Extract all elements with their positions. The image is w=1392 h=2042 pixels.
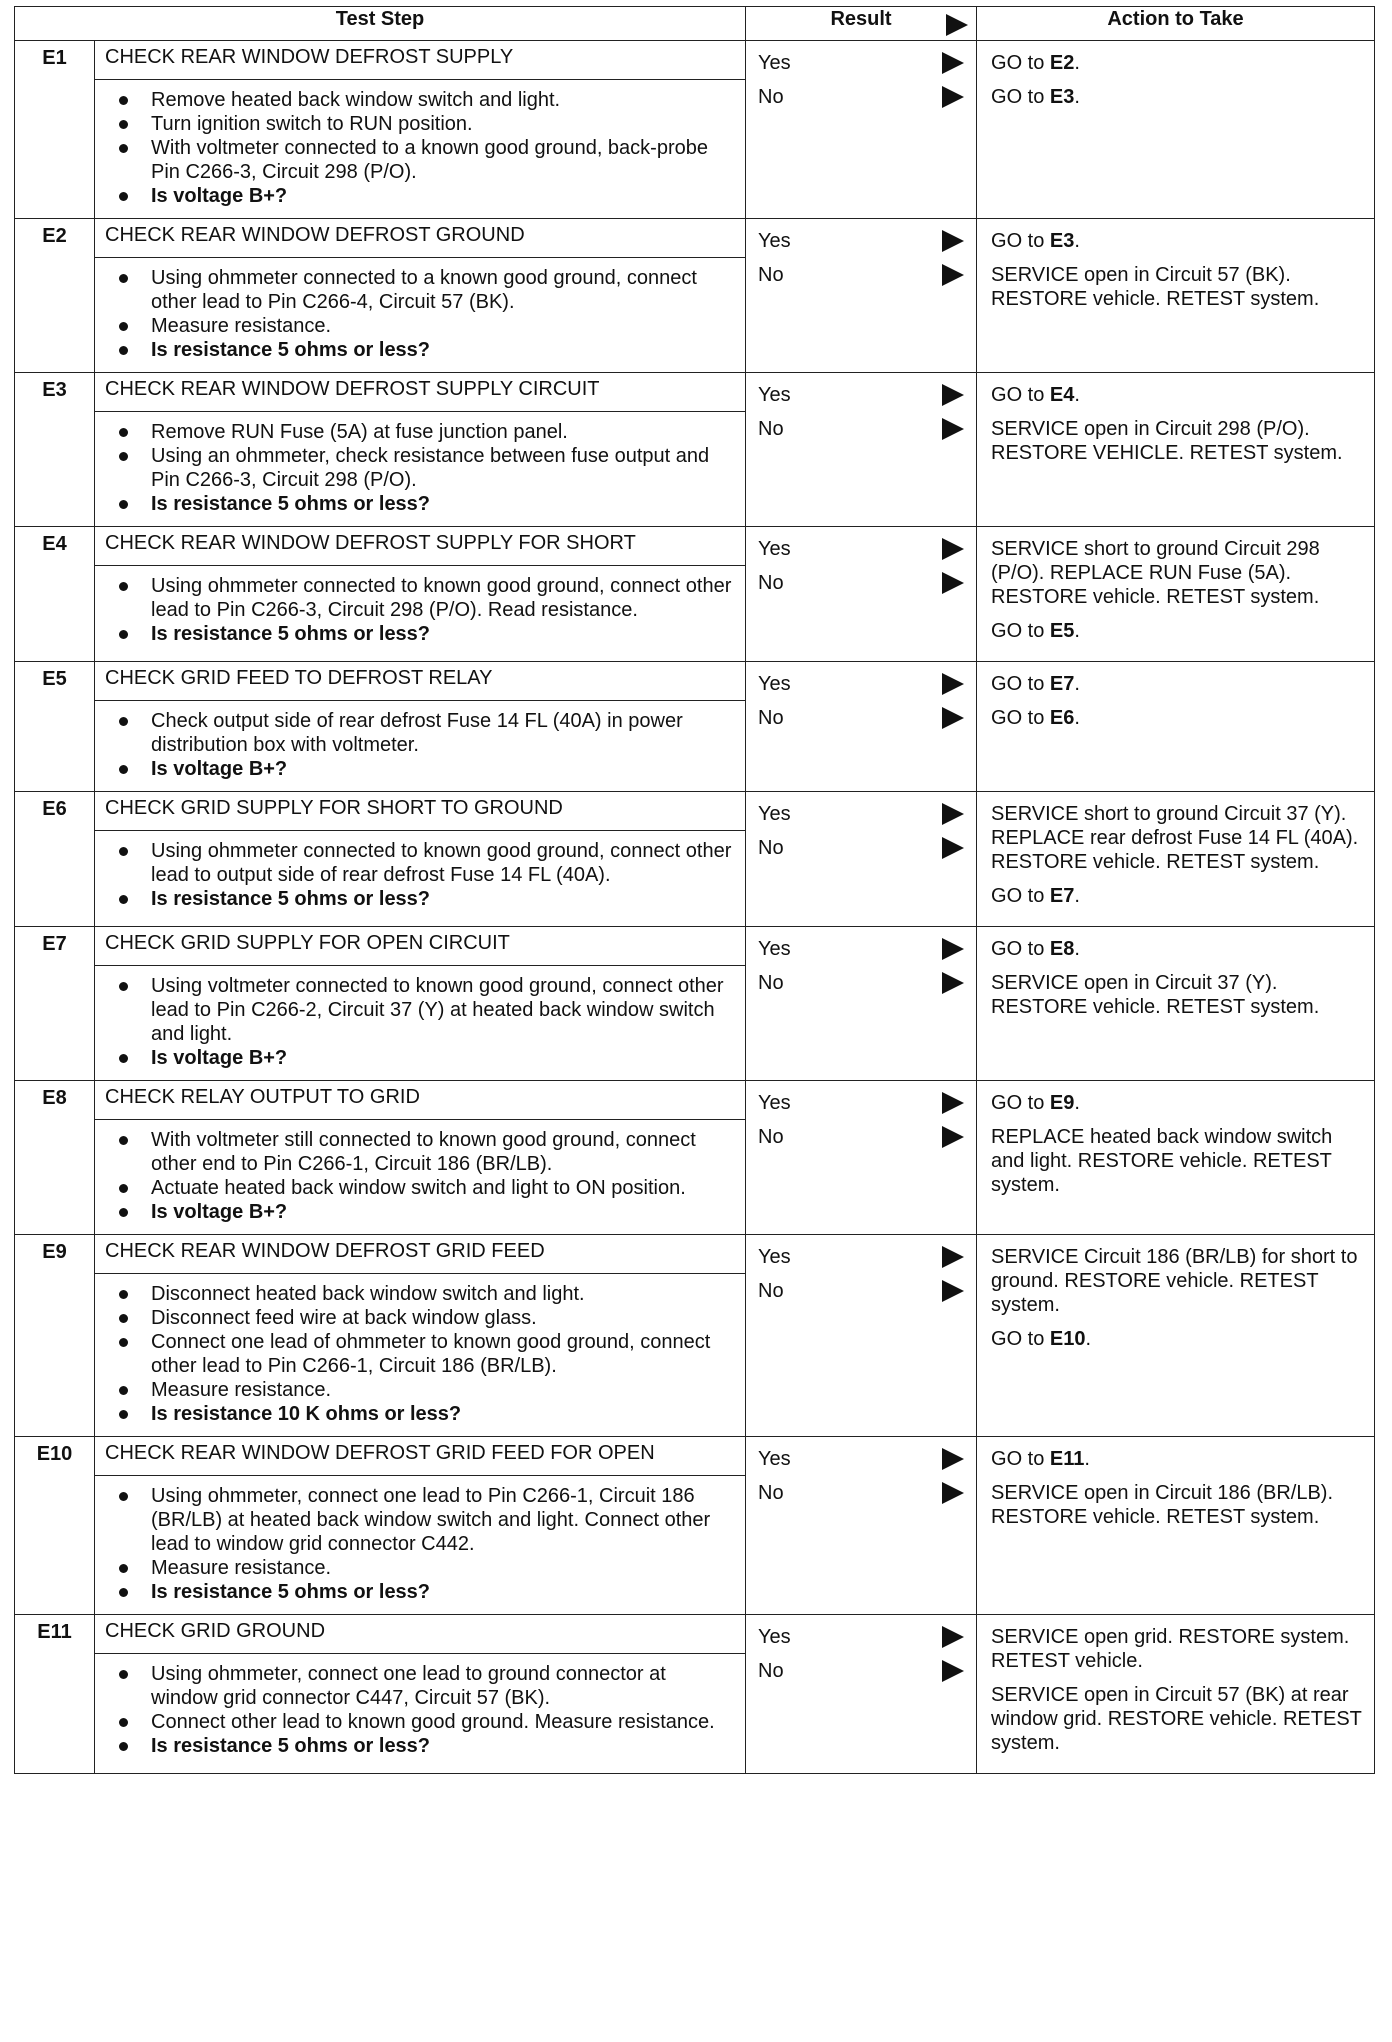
instruction-list <box>105 1128 735 1224</box>
action-description: REPLACE heated back window switch and light. RESTORE vehicle. RETEST system. <box>991 1126 1333 1196</box>
action-tail: . <box>1074 885 1080 907</box>
action-text <box>991 1447 1364 1471</box>
step-title-cell <box>95 662 746 701</box>
action-tail: . <box>1085 1328 1092 1350</box>
steps-body <box>15 41 1375 1774</box>
action-cell <box>977 662 1375 792</box>
result-list <box>746 1615 976 1701</box>
action-description: SERVICE open in Circuit 186 (BR/LB). RESTORE vehicle. RETEST system. <box>991 1482 1334 1528</box>
action-text <box>991 537 1364 609</box>
instruction-list <box>105 839 735 911</box>
arrow-right-icon <box>942 673 964 695</box>
header-test-step: Test Step <box>15 7 746 41</box>
action-description: GO to <box>991 1328 1050 1350</box>
action-text <box>991 1481 1364 1529</box>
arrow-right-icon <box>942 972 964 994</box>
arrow-right-icon <box>942 418 964 440</box>
arrow-right-icon <box>942 837 964 859</box>
instruction-item: Measure resistance. <box>105 314 735 338</box>
result-label: No <box>758 86 784 108</box>
action-description: SERVICE short to ground Circuit 37 (Y). REPLACE rear defrost Fuse 14 FL (40A). RESTORE vehicle. RETEST system. <box>991 803 1359 873</box>
step-title: CHECK REAR WINDOW DEFROST SUPPLY FOR SHORT <box>105 532 636 554</box>
step-title: CHECK REAR WINDOW DEFROST GROUND <box>105 224 525 246</box>
step-title-cell <box>95 1615 746 1654</box>
goto-step-link: E4 <box>1049 384 1075 406</box>
action-text <box>991 971 1364 1019</box>
instruction-item: With voltmeter still connected to known good ground, connect other end to Pin C266-1, Circuit 186 (BR/LB). <box>105 1128 735 1176</box>
arrow-right-icon <box>942 938 964 960</box>
instruction-item: Connect one lead of ohmmeter to known good ground, connect other lead to Pin C266-1, Circuit 186 (BR/LB). <box>105 1330 735 1378</box>
action-cell <box>977 1081 1375 1235</box>
step-title-cell <box>95 1081 746 1120</box>
step-question: Is voltage B+? <box>105 757 735 781</box>
step-body <box>95 258 746 373</box>
result-label: No <box>758 972 784 994</box>
instruction-item: Using an ohmmeter, check resistance between fuse output and Pin C266-3, Circuit 298 (P/O). <box>105 444 735 492</box>
step-question: Is resistance 5 ohms or less? <box>105 1580 735 1604</box>
result-row <box>756 263 966 287</box>
action-tail: . <box>1074 938 1080 960</box>
step-title-row <box>15 1437 1375 1476</box>
step-id: E8 <box>15 1081 95 1235</box>
step-body <box>95 80 746 219</box>
action-list <box>977 219 1374 329</box>
action-cell <box>977 41 1375 219</box>
action-text <box>991 619 1364 643</box>
action-description: SERVICE short to ground Circuit 298 (P/O). REPLACE RUN Fuse (5A). RESTORE vehicle. RETEST system. <box>991 538 1320 608</box>
result-label: No <box>758 572 784 594</box>
result-list <box>746 927 976 1013</box>
instruction-list <box>105 1282 735 1426</box>
step-title-cell <box>95 792 746 831</box>
result-row <box>756 1481 966 1505</box>
instruction-item: Check output side of rear defrost Fuse 14 FL (40A) in power distribution box with voltmeter. <box>105 709 735 757</box>
step-id: E2 <box>15 219 95 373</box>
step-title: CHECK RELAY OUTPUT TO GRID <box>105 1086 420 1108</box>
action-description: GO to <box>991 52 1050 74</box>
result-label: No <box>758 1280 784 1302</box>
result-row <box>756 1125 966 1149</box>
action-cell <box>977 373 1375 527</box>
instruction-item: Disconnect feed wire at back window glass. <box>105 1306 735 1330</box>
action-list <box>977 527 1374 661</box>
result-cell <box>746 927 977 1081</box>
result-cell <box>746 1615 977 1774</box>
result-list <box>746 662 976 748</box>
result-row <box>756 85 966 109</box>
result-label: Yes <box>758 673 791 695</box>
instruction-list <box>105 266 735 362</box>
action-list <box>977 373 1374 483</box>
step-title-row <box>15 1235 1375 1274</box>
action-text <box>991 1245 1364 1317</box>
instruction-item: Measure resistance. <box>105 1556 735 1580</box>
instruction-item: Disconnect heated back window switch and light. <box>105 1282 735 1306</box>
result-cell <box>746 41 977 219</box>
step-title-row <box>15 41 1375 80</box>
action-description: SERVICE open in Circuit 37 (Y). RESTORE vehicle. RETEST system. <box>991 972 1320 1018</box>
step-id: E1 <box>15 41 95 219</box>
result-label: No <box>758 1126 784 1148</box>
result-row <box>756 417 966 441</box>
result-cell <box>746 1235 977 1437</box>
arrow-right-icon <box>942 1482 964 1504</box>
action-cell <box>977 219 1375 373</box>
instruction-list <box>105 1484 735 1604</box>
result-cell <box>746 1081 977 1235</box>
goto-step-link: E6 <box>1049 707 1075 729</box>
result-cell <box>746 1437 977 1615</box>
step-question: Is voltage B+? <box>105 1200 735 1224</box>
step-question: Is resistance 10 K ohms or less? <box>105 1402 735 1426</box>
step-title-row <box>15 527 1375 566</box>
arrow-right-icon <box>946 14 968 36</box>
instruction-item: With voltmeter connected to a known good ground, back-probe Pin C266-3, Circuit 298 (P/O). <box>105 136 735 184</box>
action-tail: . <box>1074 230 1080 252</box>
result-row <box>756 1091 966 1115</box>
step-title-row <box>15 792 1375 831</box>
arrow-right-icon <box>942 1246 964 1268</box>
result-cell <box>746 792 977 927</box>
action-text <box>991 1091 1364 1115</box>
action-list <box>977 662 1374 748</box>
step-title-cell <box>95 1235 746 1274</box>
instruction-item: Using ohmmeter connected to known good ground, connect other lead to Pin C266-3, Circuit 298 (P/O). Read resistance. <box>105 574 735 622</box>
step-id: E11 <box>15 1615 95 1774</box>
instruction-item: Using ohmmeter connected to known good ground, connect other lead to output side of rear defrost Fuse 14 FL (40A). <box>105 839 735 887</box>
result-label: Yes <box>758 938 791 960</box>
step-body <box>95 1476 746 1615</box>
step-question: Is voltage B+? <box>105 184 735 208</box>
result-row <box>756 672 966 696</box>
step-question: Is resistance 5 ohms or less? <box>105 622 735 646</box>
action-description: GO to <box>991 384 1050 406</box>
action-description: SERVICE open in Circuit 57 (BK). RESTORE vehicle. RETEST system. <box>991 264 1320 310</box>
header-row <box>15 7 1375 41</box>
result-label: Yes <box>758 384 791 406</box>
goto-step-link: E9 <box>1049 1092 1075 1114</box>
result-list <box>746 527 976 613</box>
instruction-list <box>105 574 735 646</box>
goto-step-link: E11 <box>1049 1448 1085 1470</box>
action-description: GO to <box>991 707 1050 729</box>
action-text <box>991 229 1364 253</box>
result-cell <box>746 527 977 662</box>
step-title: CHECK GRID FEED TO DEFROST RELAY <box>105 667 493 689</box>
result-label: Yes <box>758 1246 791 1268</box>
action-text <box>991 417 1364 465</box>
step-title-cell <box>95 527 746 566</box>
action-text <box>991 937 1364 961</box>
header-action: Action to Take <box>977 7 1375 41</box>
action-text <box>991 706 1364 730</box>
step-body <box>95 1654 746 1774</box>
step-question: Is voltage B+? <box>105 1046 735 1070</box>
goto-step-link: E3 <box>1049 230 1075 252</box>
action-tail: . <box>1074 384 1080 406</box>
action-description: GO to <box>991 86 1050 108</box>
action-description: SERVICE open in Circuit 57 (BK) at rear window grid. RESTORE vehicle. RETEST system. <box>991 1684 1362 1754</box>
result-label: Yes <box>758 1448 791 1470</box>
action-tail: . <box>1074 1092 1080 1114</box>
result-cell <box>746 662 977 792</box>
step-body <box>95 1274 746 1437</box>
action-text <box>991 1683 1364 1755</box>
arrow-right-icon <box>942 1448 964 1470</box>
step-id: E4 <box>15 527 95 662</box>
action-text <box>991 85 1364 109</box>
action-cell <box>977 527 1375 662</box>
header-result-label: Result <box>830 8 892 30</box>
result-list <box>746 41 976 127</box>
result-list <box>746 373 976 459</box>
action-text <box>991 51 1364 75</box>
action-tail: . <box>1074 52 1080 74</box>
instruction-item: Turn ignition switch to RUN position. <box>105 112 735 136</box>
action-list <box>977 1615 1374 1773</box>
step-title-cell <box>95 1437 746 1476</box>
step-title: CHECK REAR WINDOW DEFROST GRID FEED <box>105 1240 545 1262</box>
action-tail: . <box>1084 1448 1090 1470</box>
result-row <box>756 971 966 995</box>
action-description: SERVICE Circuit 186 (BR/LB) for short to ground. RESTORE vehicle. RETEST system. <box>991 1246 1358 1316</box>
arrow-right-icon <box>942 1660 964 1682</box>
action-text <box>991 1625 1364 1673</box>
instruction-item: Actuate heated back window switch and light to ON position. <box>105 1176 735 1200</box>
step-title-row <box>15 1615 1375 1654</box>
step-body <box>95 966 746 1081</box>
result-list <box>746 792 976 878</box>
result-label: No <box>758 1482 784 1504</box>
action-cell <box>977 792 1375 927</box>
step-title-row <box>15 373 1375 412</box>
action-text <box>991 884 1364 908</box>
result-row <box>756 706 966 730</box>
action-text <box>991 802 1364 874</box>
step-question: Is resistance 5 ohms or less? <box>105 1734 735 1758</box>
header-result <box>746 7 977 41</box>
action-tail: . <box>1074 707 1080 729</box>
arrow-right-icon <box>942 538 964 560</box>
result-row <box>756 1279 966 1303</box>
action-description: SERVICE open in Circuit 298 (P/O). RESTORE VEHICLE. RETEST system. <box>991 418 1343 464</box>
diagnostic-table <box>14 6 1375 1774</box>
arrow-right-icon <box>942 803 964 825</box>
step-title-row <box>15 662 1375 701</box>
step-title-row <box>15 1081 1375 1120</box>
result-row <box>756 1659 966 1683</box>
step-title-row <box>15 927 1375 966</box>
action-description: GO to <box>991 885 1050 907</box>
action-text <box>991 1125 1364 1197</box>
result-label: Yes <box>758 1092 791 1114</box>
result-label: No <box>758 1660 784 1682</box>
action-description: GO to <box>991 938 1050 960</box>
action-cell <box>977 1615 1375 1774</box>
action-description: GO to <box>991 1448 1050 1470</box>
step-title: CHECK REAR WINDOW DEFROST SUPPLY CIRCUIT <box>105 378 600 400</box>
result-label: Yes <box>758 1626 791 1648</box>
result-row <box>756 1625 966 1649</box>
step-title-row <box>15 219 1375 258</box>
arrow-right-icon <box>942 1126 964 1148</box>
step-body <box>95 701 746 792</box>
action-text <box>991 672 1364 696</box>
result-label: Yes <box>758 803 791 825</box>
result-label: Yes <box>758 230 791 252</box>
action-text <box>991 383 1364 407</box>
goto-step-link: E10 <box>1049 1328 1086 1350</box>
step-id: E7 <box>15 927 95 1081</box>
step-question: Is resistance 5 ohms or less? <box>105 338 735 362</box>
result-row <box>756 537 966 561</box>
result-cell <box>746 219 977 373</box>
instruction-item: Using voltmeter connected to known good ground, connect other lead to Pin C266-2, Circuit 37 (Y) at heated back window switch and light. <box>105 974 735 1046</box>
result-label: Yes <box>758 52 791 74</box>
step-title: CHECK REAR WINDOW DEFROST GRID FEED FOR OPEN <box>105 1442 655 1464</box>
result-cell <box>746 373 977 527</box>
action-description: SERVICE open grid. RESTORE system. RETEST vehicle. <box>991 1626 1350 1672</box>
result-label: No <box>758 707 784 729</box>
action-text <box>991 263 1364 311</box>
action-cell <box>977 1437 1375 1615</box>
arrow-right-icon <box>942 1092 964 1114</box>
action-tail: . <box>1074 673 1080 695</box>
result-list <box>746 1235 976 1321</box>
step-question: Is resistance 5 ohms or less? <box>105 887 735 911</box>
result-label: No <box>758 264 784 286</box>
goto-step-link: E7 <box>1049 885 1075 907</box>
step-body <box>95 1120 746 1235</box>
arrow-right-icon <box>942 1280 964 1302</box>
action-list <box>977 927 1374 1037</box>
result-row <box>756 383 966 407</box>
step-title: CHECK GRID SUPPLY FOR OPEN CIRCUIT <box>105 932 510 954</box>
step-title: CHECK GRID GROUND <box>105 1620 326 1642</box>
arrow-right-icon <box>942 52 964 74</box>
step-id: E5 <box>15 662 95 792</box>
action-list <box>977 1437 1374 1547</box>
goto-step-link: E7 <box>1049 673 1075 695</box>
action-text <box>991 1327 1364 1351</box>
arrow-right-icon <box>942 572 964 594</box>
arrow-right-icon <box>942 264 964 286</box>
step-id: E10 <box>15 1437 95 1615</box>
step-body <box>95 831 746 927</box>
action-description: GO to <box>991 1092 1050 1114</box>
action-description: GO to <box>991 673 1050 695</box>
step-title-cell <box>95 927 746 966</box>
step-body <box>95 566 746 662</box>
result-row <box>756 836 966 860</box>
step-title: CHECK REAR WINDOW DEFROST SUPPLY <box>105 46 514 68</box>
action-description: GO to <box>991 620 1050 642</box>
instruction-list <box>105 88 735 208</box>
instruction-item: Using ohmmeter connected to a known good ground, connect other lead to Pin C266-4, Circuit 57 (BK). <box>105 266 735 314</box>
instruction-list <box>105 709 735 781</box>
result-row <box>756 1245 966 1269</box>
goto-step-link: E8 <box>1049 938 1075 960</box>
action-description: GO to <box>991 230 1050 252</box>
arrow-right-icon <box>942 1626 964 1648</box>
instruction-item: Using ohmmeter, connect one lead to Pin C266-1, Circuit 186 (BR/LB) at heated back window switch and light. Connect other lead to window grid connector C442. <box>105 1484 735 1556</box>
result-row <box>756 571 966 595</box>
step-id: E3 <box>15 373 95 527</box>
instruction-item: Connect other lead to known good ground. Measure resistance. <box>105 1710 735 1734</box>
goto-step-link: E3 <box>1049 86 1075 108</box>
instruction-item: Measure resistance. <box>105 1378 735 1402</box>
step-body <box>95 412 746 527</box>
action-list <box>977 41 1374 127</box>
arrow-right-icon <box>942 86 964 108</box>
instruction-list <box>105 974 735 1070</box>
action-list <box>977 1081 1374 1215</box>
result-row <box>756 937 966 961</box>
action-cell <box>977 1235 1375 1437</box>
step-title-cell <box>95 373 746 412</box>
result-row <box>756 802 966 826</box>
goto-step-link: E2 <box>1049 52 1075 74</box>
result-label: No <box>758 837 784 859</box>
result-list <box>746 1081 976 1167</box>
step-title-cell <box>95 41 746 80</box>
result-label: No <box>758 418 784 440</box>
arrow-right-icon <box>942 230 964 252</box>
result-list <box>746 1437 976 1523</box>
arrow-right-icon <box>942 707 964 729</box>
action-tail: . <box>1074 620 1080 642</box>
result-label: Yes <box>758 538 791 560</box>
diagnostic-page <box>14 6 1374 1774</box>
goto-step-link: E5 <box>1049 620 1075 642</box>
result-row <box>756 51 966 75</box>
action-tail: . <box>1074 86 1080 108</box>
result-row <box>756 229 966 253</box>
step-id: E9 <box>15 1235 95 1437</box>
instruction-list <box>105 1662 735 1758</box>
step-question: Is resistance 5 ohms or less? <box>105 492 735 516</box>
instruction-item: Using ohmmeter, connect one lead to ground connector at window grid connector C447, Circuit 57 (BK). <box>105 1662 735 1710</box>
action-list <box>977 792 1374 926</box>
step-id: E6 <box>15 792 95 927</box>
action-list <box>977 1235 1374 1369</box>
arrow-right-icon <box>942 384 964 406</box>
instruction-list <box>105 420 735 516</box>
step-title-cell <box>95 219 746 258</box>
action-cell <box>977 927 1375 1081</box>
instruction-item: Remove RUN Fuse (5A) at fuse junction panel. <box>105 420 735 444</box>
step-title: CHECK GRID SUPPLY FOR SHORT TO GROUND <box>105 797 563 819</box>
result-list <box>746 219 976 305</box>
result-row <box>756 1447 966 1471</box>
instruction-item: Remove heated back window switch and light. <box>105 88 735 112</box>
